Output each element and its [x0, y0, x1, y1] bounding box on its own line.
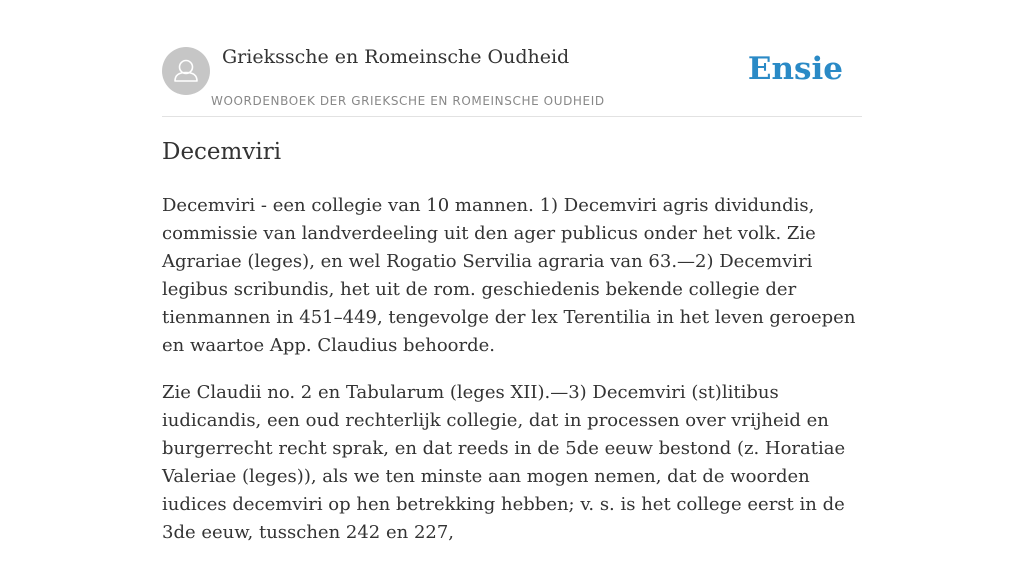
site-subtitle: WOORDENBOEK DER GRIEKSCHE EN ROMEINSCHE OUDHEID — [211, 94, 605, 108]
user-icon[interactable] — [162, 47, 210, 95]
article-paragraph: Zie Claudii no. 2 en Tabularum (leges XII).—3) Decemviri (st)litibus iudicandis, een oud rechterlijk collegie, dat in processen over vrijheid en burgerrecht recht sprak, en dat reeds in de 5de eeuw bestond (z. Horatiae Valeriae (leges)), als we ten minste aan mogen nemen, dat de woorden iudices decemviri op hen betrekking hebben; v. s. is het college eerst in de 3de eeuw, tusschen 242 en 227, — [162, 382, 846, 543]
site-title-link[interactable]: Griekssche en Romeinsche Oudheid — [222, 46, 570, 68]
page-title: Decemviri — [162, 139, 282, 165]
ensie-logo[interactable]: Ensie — [747, 51, 843, 87]
user-icon-glyph — [162, 47, 210, 95]
article-paragraph: Decemviri - een collegie van 10 mannen. 1) Decemviri agris dividundis, commissie van landverdeeling uit den ager publicus onder het volk. Zie Agrariae (leges), en wel Rogatio Servilia agraria van 63.—2) Decemviri legibus scribundis, het uit de rom. geschiedenis bekende collegie der tienmannen in 451–449, tengevolge der lex Terentilia in het leven geroepen en waartoe App. Claudius behoorde. — [162, 195, 856, 356]
article-body — [162, 192, 862, 566]
site-header — [162, 45, 862, 117]
